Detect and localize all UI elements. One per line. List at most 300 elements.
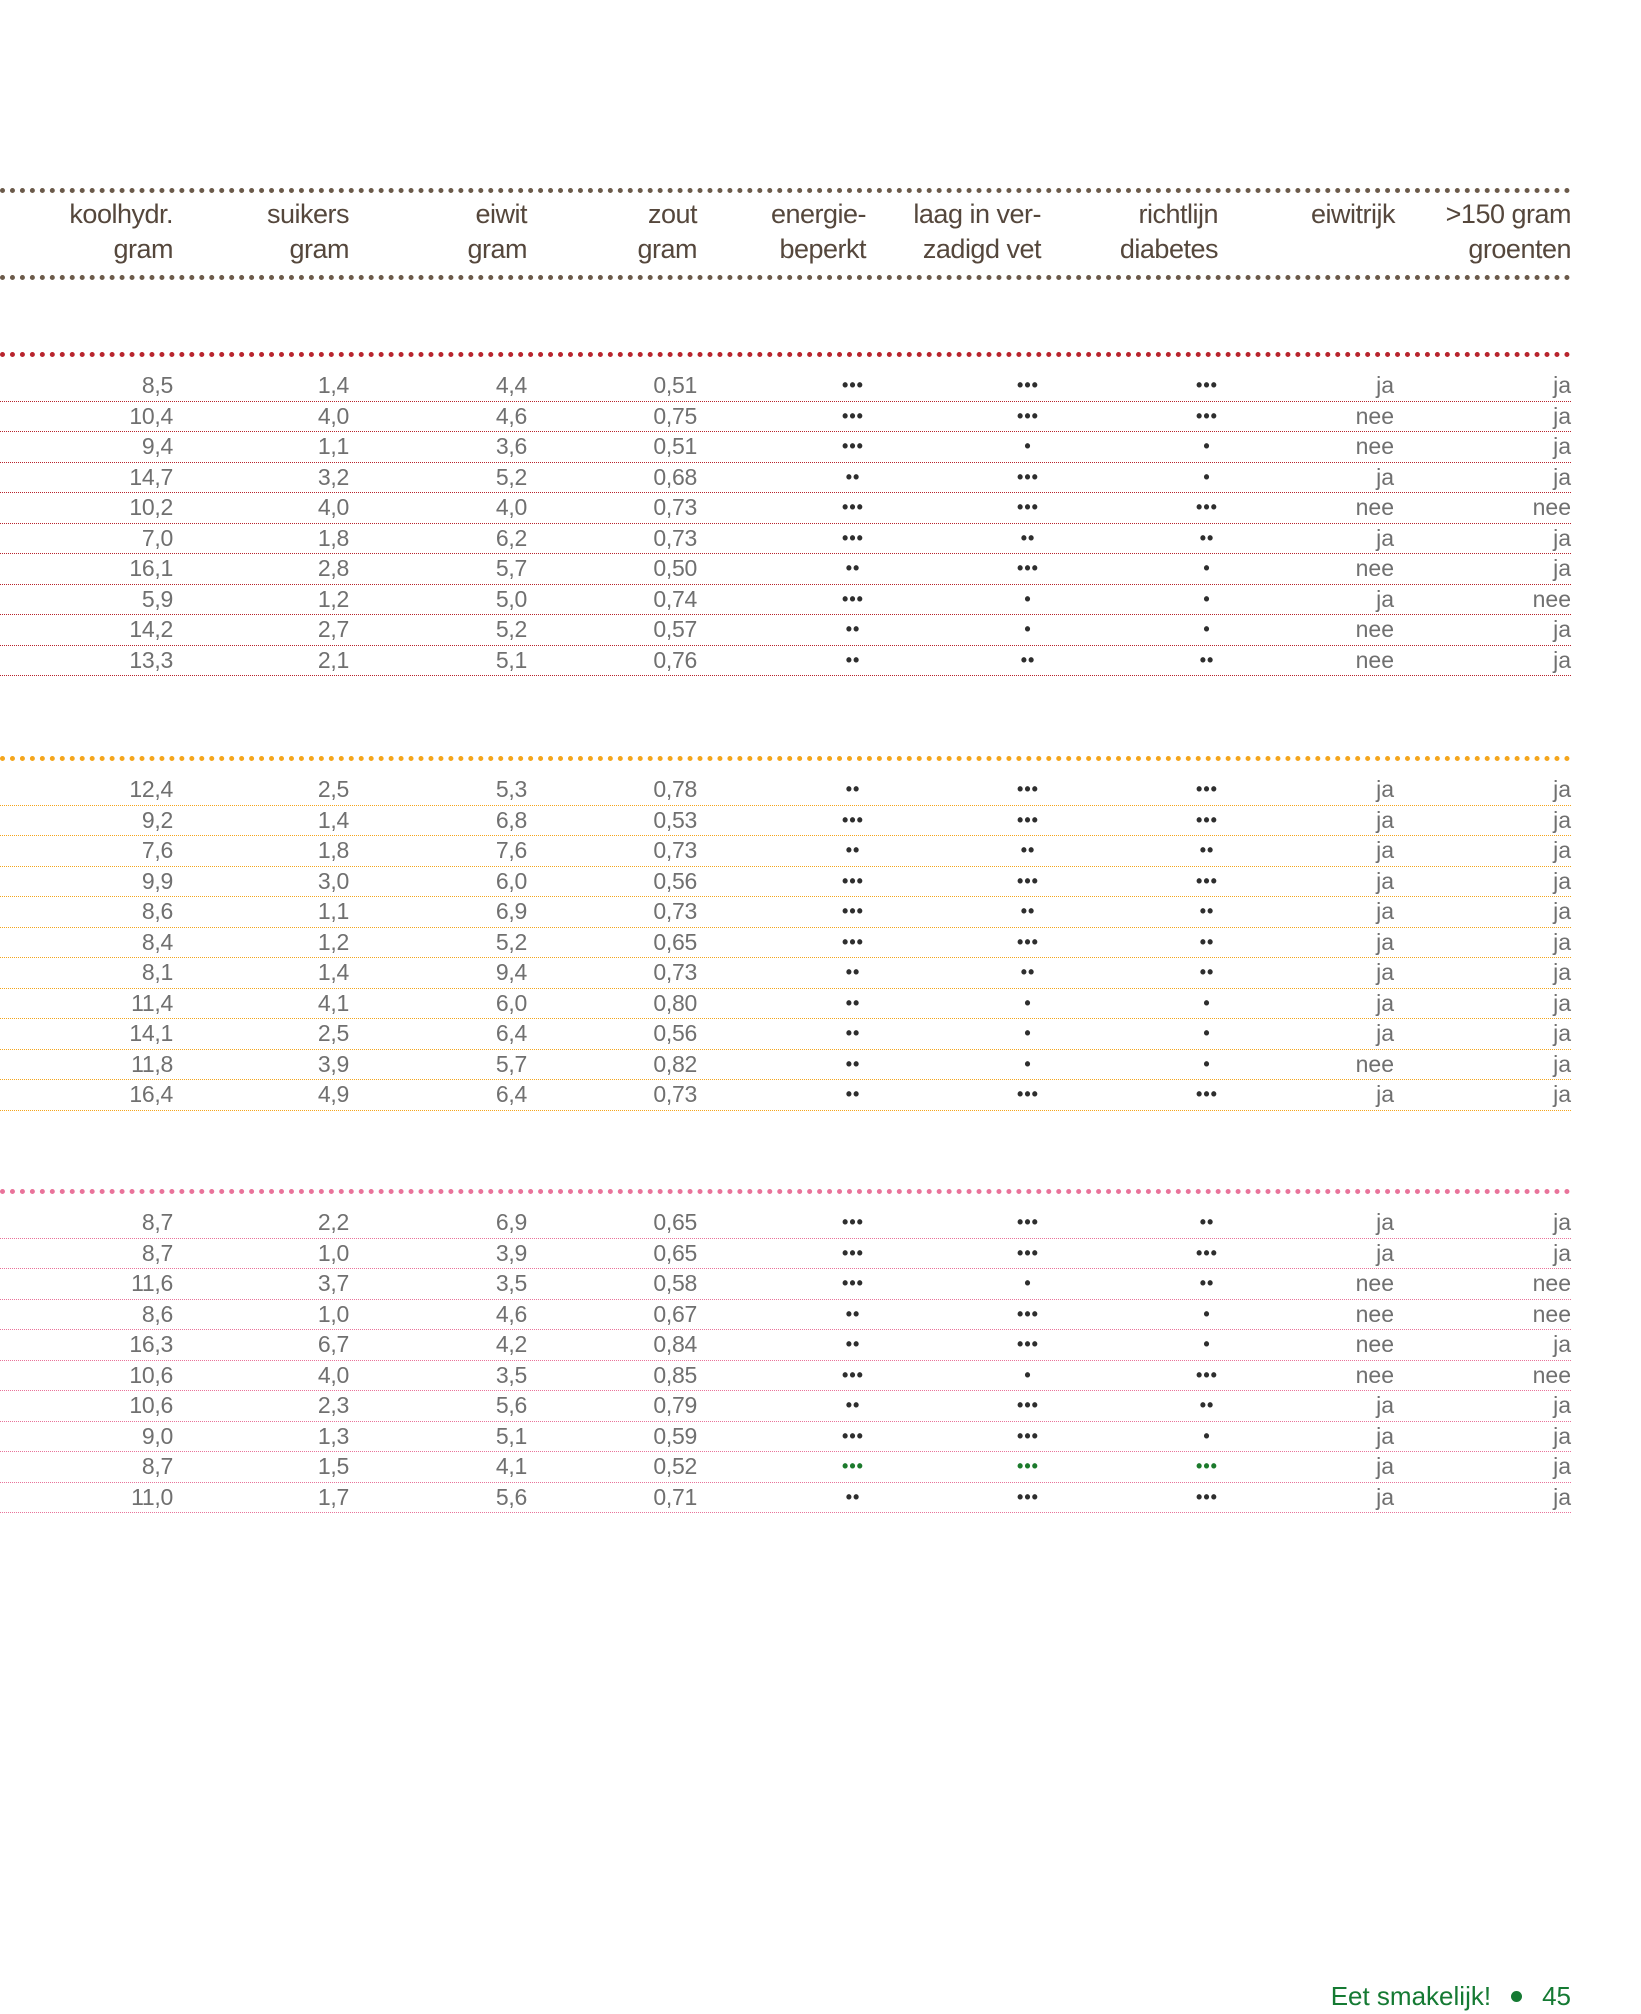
rating-dots-diabetes: •• <box>1199 901 1215 921</box>
cell-suikers: 4,1 <box>317 989 349 1016</box>
header-line: gram <box>637 234 697 264</box>
cell-groenten: ja <box>1553 1020 1571 1046</box>
rating-dots-diabetes: ••• <box>1196 870 1218 891</box>
cell-eiwit: 4,4 <box>495 372 527 398</box>
rating-dots-vet: ••• <box>1017 1334 1039 1354</box>
cell-koolhydr: 10,2 <box>129 494 173 520</box>
rating-dots-energie: •• <box>845 840 861 860</box>
rating-dots-vet: ••• <box>1017 779 1039 799</box>
cell-eiwitrijk: ja <box>1376 1422 1394 1449</box>
header-line: eiwitrijk <box>1310 199 1395 229</box>
rating-dots-energie: ••• <box>842 809 864 830</box>
cell-eiwitrijk: ja <box>1376 1239 1394 1266</box>
cell-groenten: ja <box>1553 867 1571 894</box>
cell-eiwitrijk: ja <box>1376 463 1394 490</box>
cell-eiwit: 5,7 <box>495 555 527 581</box>
table-row <box>0 1018 1571 1050</box>
cell-suikers: 1,1 <box>317 433 349 459</box>
header-suikers <box>209 197 349 267</box>
cell-zout: 0,73 <box>653 898 697 924</box>
cell-eiwitrijk: ja <box>1376 524 1394 551</box>
cell-eiwitrijk: ja <box>1376 928 1394 955</box>
rating-dots-energie: ••• <box>842 375 864 395</box>
rating-dots-diabetes: •• <box>1199 840 1215 860</box>
rating-dots-diabetes: • <box>1203 558 1211 578</box>
header-energie <box>716 197 866 267</box>
cell-suikers: 2,5 <box>317 1020 349 1046</box>
cell-eiwitrijk: nee <box>1355 1331 1394 1357</box>
table-row <box>0 896 1571 928</box>
cell-suikers: 1,8 <box>317 837 349 863</box>
rating-dots-diabetes: • <box>1203 466 1211 487</box>
cell-eiwitrijk: ja <box>1376 898 1394 924</box>
rating-dots-vet: • <box>1024 1023 1032 1043</box>
cell-groenten: nee <box>1532 1361 1571 1388</box>
cell-koolhydr: 12,4 <box>129 776 173 802</box>
header-top-divider <box>0 188 1571 193</box>
rating-dots-vet: •• <box>1020 649 1036 670</box>
rating-dots-vet: ••• <box>1017 1456 1039 1476</box>
table-row <box>0 866 1571 898</box>
table-header <box>0 197 1571 269</box>
table-row <box>0 927 1571 959</box>
rating-dots-energie: ••• <box>842 497 864 517</box>
cell-koolhydr: 16,3 <box>129 1331 173 1357</box>
cell-suikers: 4,0 <box>317 1361 349 1388</box>
rating-dots-diabetes: • <box>1203 1303 1211 1324</box>
rating-dots-diabetes: •• <box>1199 527 1215 548</box>
section-divider <box>0 756 1571 761</box>
cell-eiwit: 6,9 <box>495 898 527 924</box>
header-line: gram <box>289 234 349 264</box>
header-line: gram <box>113 234 173 264</box>
cell-groenten: ja <box>1553 433 1571 459</box>
cell-groenten: ja <box>1553 646 1571 673</box>
cell-koolhydr: 14,7 <box>129 463 173 490</box>
cell-zout: 0,73 <box>653 959 697 985</box>
rating-dots-energie: ••• <box>842 527 864 548</box>
page-number: 45 <box>1542 1981 1571 2011</box>
cell-eiwit: 4,6 <box>495 402 527 429</box>
cell-eiwitrijk: nee <box>1355 616 1394 642</box>
cell-koolhydr: 9,4 <box>141 433 173 459</box>
cell-zout: 0,58 <box>653 1270 697 1296</box>
rating-dots-energie: ••• <box>842 1456 864 1476</box>
table-row <box>0 1360 1571 1392</box>
cell-eiwit: 5,2 <box>495 463 527 490</box>
table-row <box>0 370 1571 402</box>
rating-dots-energie: ••• <box>842 588 864 609</box>
table-row <box>0 1482 1571 1514</box>
table-row <box>0 1049 1571 1081</box>
rating-dots-diabetes: •• <box>1199 649 1215 670</box>
rating-dots-energie: ••• <box>842 1364 864 1385</box>
table-row <box>0 523 1571 555</box>
table-row <box>0 1268 1571 1300</box>
cell-eiwit: 5,1 <box>495 646 527 673</box>
cell-suikers: 3,9 <box>317 1050 349 1077</box>
cell-eiwitrijk: ja <box>1376 806 1394 833</box>
rating-dots-diabetes: • <box>1203 588 1211 609</box>
cell-suikers: 1,2 <box>317 585 349 612</box>
rating-dots-energie: •• <box>845 466 861 487</box>
cell-suikers: 4,9 <box>317 1081 349 1107</box>
cell-suikers: 2,5 <box>317 776 349 802</box>
table-row <box>0 462 1571 494</box>
cell-eiwit: 5,7 <box>495 1050 527 1077</box>
cell-zout: 0,74 <box>653 585 697 612</box>
header-vet <box>881 197 1041 267</box>
rating-dots-vet: • <box>1024 1053 1032 1074</box>
cell-eiwitrijk: ja <box>1376 959 1394 985</box>
cell-eiwit: 6,0 <box>495 989 527 1016</box>
rating-dots-vet: ••• <box>1017 1242 1039 1263</box>
cell-koolhydr: 9,2 <box>141 806 173 833</box>
cell-groenten: ja <box>1553 1209 1571 1235</box>
rating-dots-diabetes: ••• <box>1196 375 1218 395</box>
table-row <box>0 1329 1571 1361</box>
rating-dots-vet: ••• <box>1017 466 1039 487</box>
header-line: laag in ver- <box>913 199 1041 229</box>
rating-dots-energie: ••• <box>842 901 864 921</box>
table-row <box>0 401 1571 433</box>
cell-eiwit: 4,2 <box>495 1331 527 1357</box>
header-line: >150 gram <box>1445 199 1571 229</box>
cell-suikers: 1,5 <box>317 1453 349 1479</box>
cell-suikers: 2,3 <box>317 1392 349 1418</box>
rating-dots-diabetes: • <box>1203 619 1211 639</box>
cell-groenten: ja <box>1553 1392 1571 1418</box>
cell-zout: 0,73 <box>653 524 697 551</box>
cell-zout: 0,65 <box>653 928 697 955</box>
cell-zout: 0,75 <box>653 402 697 429</box>
rating-dots-vet: •• <box>1020 962 1036 982</box>
cell-groenten: ja <box>1553 1453 1571 1479</box>
cell-suikers: 1,4 <box>317 959 349 985</box>
cell-koolhydr: 5,9 <box>141 585 173 612</box>
cell-zout: 0,73 <box>653 1081 697 1107</box>
cell-koolhydr: 8,6 <box>141 1300 173 1327</box>
cell-zout: 0,68 <box>653 463 697 490</box>
cell-suikers: 1,8 <box>317 524 349 551</box>
cell-zout: 0,51 <box>653 433 697 459</box>
rating-dots-energie: •• <box>845 1084 861 1104</box>
header-line: koolhydr. <box>69 199 173 229</box>
cell-koolhydr: 11,4 <box>131 989 173 1016</box>
cell-eiwitrijk: nee <box>1355 646 1394 673</box>
cell-koolhydr: 11,6 <box>131 1270 173 1296</box>
table-row <box>0 1451 1571 1483</box>
cell-suikers: 1,7 <box>317 1483 349 1510</box>
cell-zout: 0,56 <box>653 867 697 894</box>
cell-eiwitrijk: nee <box>1355 433 1394 459</box>
cell-groenten: ja <box>1553 1331 1571 1357</box>
cell-koolhydr: 13,3 <box>129 646 173 673</box>
section-divider <box>0 352 1571 357</box>
table-row <box>0 1390 1571 1422</box>
cell-eiwit: 5,0 <box>495 585 527 612</box>
rating-dots-energie: ••• <box>842 1212 864 1232</box>
rating-dots-vet: • <box>1024 1273 1032 1293</box>
cell-eiwitrijk: nee <box>1355 1361 1394 1388</box>
cell-groenten: ja <box>1553 1422 1571 1449</box>
header-line: energie- <box>770 199 866 229</box>
rating-dots-vet: ••• <box>1017 1395 1039 1415</box>
cell-zout: 0,78 <box>653 776 697 802</box>
rating-dots-vet: • <box>1024 588 1032 609</box>
rating-dots-energie: ••• <box>842 405 864 426</box>
rating-dots-vet: ••• <box>1017 558 1039 578</box>
cell-koolhydr: 8,6 <box>141 898 173 924</box>
rating-dots-energie: •• <box>845 1053 861 1074</box>
cell-groenten: ja <box>1553 1239 1571 1266</box>
cell-suikers: 1,3 <box>317 1422 349 1449</box>
cell-eiwitrijk: ja <box>1376 1020 1394 1046</box>
cell-eiwitrijk: ja <box>1376 1453 1394 1479</box>
cell-zout: 0,56 <box>653 1020 697 1046</box>
rating-dots-diabetes: •• <box>1199 962 1215 982</box>
footer-text: Eet smakelijk! <box>1330 1981 1492 2011</box>
cell-eiwit: 5,1 <box>495 1422 527 1449</box>
cell-groenten: nee <box>1532 1300 1571 1327</box>
cell-eiwitrijk: nee <box>1355 555 1394 581</box>
cell-eiwit: 5,2 <box>495 616 527 642</box>
rating-dots-energie: •• <box>845 649 861 670</box>
cell-koolhydr: 8,7 <box>141 1209 173 1235</box>
rating-dots-vet: • <box>1024 436 1032 456</box>
cell-groenten: ja <box>1553 1050 1571 1077</box>
cell-eiwit: 6,2 <box>495 524 527 551</box>
cell-suikers: 2,7 <box>317 616 349 642</box>
rating-dots-diabetes: ••• <box>1196 1456 1218 1476</box>
cell-eiwit: 3,5 <box>495 1361 527 1388</box>
rating-dots-energie: •• <box>845 1486 861 1507</box>
rating-dots-energie: •• <box>845 962 861 982</box>
rating-dots-vet: ••• <box>1017 1084 1039 1104</box>
cell-eiwit: 4,1 <box>495 1453 527 1479</box>
cell-zout: 0,65 <box>653 1209 697 1235</box>
table-row <box>0 584 1571 616</box>
rating-dots-vet: ••• <box>1017 809 1039 830</box>
cell-groenten: ja <box>1553 959 1571 985</box>
table-row <box>0 957 1571 989</box>
cell-eiwitrijk: ja <box>1376 372 1394 398</box>
cell-eiwitrijk: ja <box>1376 1209 1394 1235</box>
cell-suikers: 3,7 <box>317 1270 349 1296</box>
cell-suikers: 4,0 <box>317 494 349 520</box>
cell-koolhydr: 8,7 <box>141 1453 173 1479</box>
cell-eiwit: 4,6 <box>495 1300 527 1327</box>
rating-dots-vet: ••• <box>1017 405 1039 426</box>
table-row <box>0 988 1571 1020</box>
cell-zout: 0,79 <box>653 1392 697 1418</box>
rating-dots-diabetes: • <box>1203 992 1211 1013</box>
header-line: diabetes <box>1119 234 1218 264</box>
cell-eiwitrijk: ja <box>1376 989 1394 1016</box>
rating-dots-diabetes: ••• <box>1196 405 1218 426</box>
cell-eiwitrijk: nee <box>1355 1270 1394 1296</box>
cell-groenten: ja <box>1553 989 1571 1016</box>
rating-dots-energie: ••• <box>842 931 864 952</box>
rating-dots-energie: ••• <box>842 1425 864 1446</box>
cell-eiwit: 6,0 <box>495 867 527 894</box>
cell-eiwit: 7,6 <box>495 837 527 863</box>
cell-koolhydr: 10,4 <box>129 402 173 429</box>
rating-dots-energie: •• <box>845 779 861 799</box>
header-line: beperkt <box>779 234 866 264</box>
rating-dots-diabetes: • <box>1203 1334 1211 1354</box>
rating-dots-vet: ••• <box>1017 931 1039 952</box>
header-line: eiwit <box>475 199 527 229</box>
cell-eiwit: 3,6 <box>495 433 527 459</box>
rating-dots-energie: •• <box>845 558 861 578</box>
cell-zout: 0,85 <box>653 1361 697 1388</box>
cell-groenten: ja <box>1553 1483 1571 1510</box>
table-row <box>0 431 1571 463</box>
rating-dots-vet: ••• <box>1017 870 1039 891</box>
cell-suikers: 3,2 <box>317 463 349 490</box>
cell-zout: 0,50 <box>653 555 697 581</box>
rating-dots-energie: ••• <box>842 436 864 456</box>
header-eiwitrijk <box>1255 197 1395 232</box>
table-row <box>0 1238 1571 1270</box>
cell-koolhydr: 10,6 <box>129 1361 173 1388</box>
rating-dots-diabetes: •• <box>1199 1273 1215 1293</box>
cell-zout: 0,82 <box>653 1050 697 1077</box>
rating-dots-diabetes: • <box>1203 1053 1211 1074</box>
cell-groenten: ja <box>1553 555 1571 581</box>
cell-zout: 0,52 <box>653 1453 697 1479</box>
cell-eiwit: 5,6 <box>495 1392 527 1418</box>
cell-zout: 0,67 <box>653 1300 697 1327</box>
cell-zout: 0,51 <box>653 372 697 398</box>
cell-koolhydr: 16,4 <box>129 1081 173 1107</box>
header-line: zout <box>647 199 697 229</box>
header-bottom-divider <box>0 275 1571 280</box>
table-row <box>0 1421 1571 1453</box>
cell-groenten: nee <box>1532 494 1571 520</box>
cell-eiwitrijk: ja <box>1376 1081 1394 1107</box>
cell-zout: 0,65 <box>653 1239 697 1266</box>
cell-zout: 0,73 <box>653 494 697 520</box>
cell-groenten: ja <box>1553 837 1571 863</box>
cell-eiwit: 9,4 <box>495 959 527 985</box>
rating-dots-vet: ••• <box>1017 1212 1039 1232</box>
cell-groenten: ja <box>1553 524 1571 551</box>
cell-groenten: ja <box>1553 806 1571 833</box>
cell-groenten: ja <box>1553 616 1571 642</box>
cell-koolhydr: 7,0 <box>141 524 173 551</box>
cell-groenten: ja <box>1553 463 1571 490</box>
cell-eiwit: 6,8 <box>495 806 527 833</box>
cell-koolhydr: 10,6 <box>129 1392 173 1418</box>
cell-groenten: nee <box>1532 1270 1571 1296</box>
rating-dots-vet: •• <box>1020 840 1036 860</box>
cell-eiwitrijk: ja <box>1376 867 1394 894</box>
cell-suikers: 6,7 <box>317 1331 349 1357</box>
cell-eiwit: 5,6 <box>495 1483 527 1510</box>
cell-eiwit: 4,0 <box>495 494 527 520</box>
cell-eiwitrijk: ja <box>1376 837 1394 863</box>
rating-dots-diabetes: • <box>1203 1425 1211 1446</box>
rating-dots-diabetes: ••• <box>1196 1242 1218 1263</box>
cell-suikers: 1,2 <box>317 928 349 955</box>
cell-groenten: ja <box>1553 372 1571 398</box>
cell-suikers: 3,0 <box>317 867 349 894</box>
cell-suikers: 1,0 <box>317 1239 349 1266</box>
rating-dots-vet: ••• <box>1017 497 1039 517</box>
rating-dots-diabetes: ••• <box>1196 809 1218 830</box>
rating-dots-diabetes: ••• <box>1196 1364 1218 1385</box>
cell-zout: 0,73 <box>653 837 697 863</box>
cell-eiwit: 5,3 <box>495 776 527 802</box>
rating-dots-energie: •• <box>845 1334 861 1354</box>
cell-suikers: 4,0 <box>317 402 349 429</box>
cell-eiwit: 6,4 <box>495 1081 527 1107</box>
cell-koolhydr: 8,5 <box>141 372 173 398</box>
cell-zout: 0,76 <box>653 646 697 673</box>
cell-groenten: nee <box>1532 585 1571 612</box>
rating-dots-vet: •• <box>1020 901 1036 921</box>
cell-eiwitrijk: ja <box>1376 1483 1394 1510</box>
rating-dots-diabetes: •• <box>1199 1212 1215 1232</box>
header-eiwit <box>387 197 527 267</box>
header-zout <box>557 197 697 267</box>
rating-dots-diabetes: • <box>1203 1023 1211 1043</box>
cell-eiwitrijk: nee <box>1355 402 1394 429</box>
cell-eiwitrijk: nee <box>1355 1050 1394 1077</box>
rating-dots-diabetes: ••• <box>1196 1084 1218 1104</box>
cell-zout: 0,80 <box>653 989 697 1016</box>
cell-koolhydr: 8,1 <box>141 959 173 985</box>
cell-eiwitrijk: nee <box>1355 1300 1394 1327</box>
cell-eiwitrijk: ja <box>1376 585 1394 612</box>
rating-dots-vet: ••• <box>1017 375 1039 395</box>
rating-dots-vet: • <box>1024 1364 1032 1385</box>
rating-dots-energie: •• <box>845 619 861 639</box>
cell-eiwit: 5,2 <box>495 928 527 955</box>
cell-zout: 0,57 <box>653 616 697 642</box>
cell-zout: 0,53 <box>653 806 697 833</box>
cell-suikers: 1,0 <box>317 1300 349 1327</box>
header-line: suikers <box>266 199 349 229</box>
rating-dots-vet: ••• <box>1017 1425 1039 1446</box>
cell-suikers: 2,8 <box>317 555 349 581</box>
rating-dots-energie: •• <box>845 992 861 1013</box>
rating-dots-energie: ••• <box>842 1242 864 1263</box>
cell-zout: 0,84 <box>653 1331 697 1357</box>
rating-dots-vet: • <box>1024 992 1032 1013</box>
cell-groenten: ja <box>1553 776 1571 802</box>
cell-koolhydr: 8,4 <box>141 928 173 955</box>
cell-eiwit: 6,9 <box>495 1209 527 1235</box>
cell-eiwitrijk: nee <box>1355 494 1394 520</box>
cell-eiwit: 3,5 <box>495 1270 527 1296</box>
header-koolhydr <box>33 197 173 267</box>
table-row <box>0 774 1571 806</box>
header-line: groenten <box>1468 234 1571 264</box>
header-line: gram <box>467 234 527 264</box>
header-line: zadigd vet <box>922 234 1041 264</box>
rating-dots-vet: •• <box>1020 527 1036 548</box>
table-row <box>0 805 1571 837</box>
cell-groenten: ja <box>1553 928 1571 955</box>
table-row <box>0 553 1571 585</box>
rating-dots-energie: •• <box>845 1023 861 1043</box>
rating-dots-diabetes: ••• <box>1196 497 1218 517</box>
cell-koolhydr: 14,1 <box>129 1020 173 1046</box>
cell-eiwit: 3,9 <box>495 1239 527 1266</box>
